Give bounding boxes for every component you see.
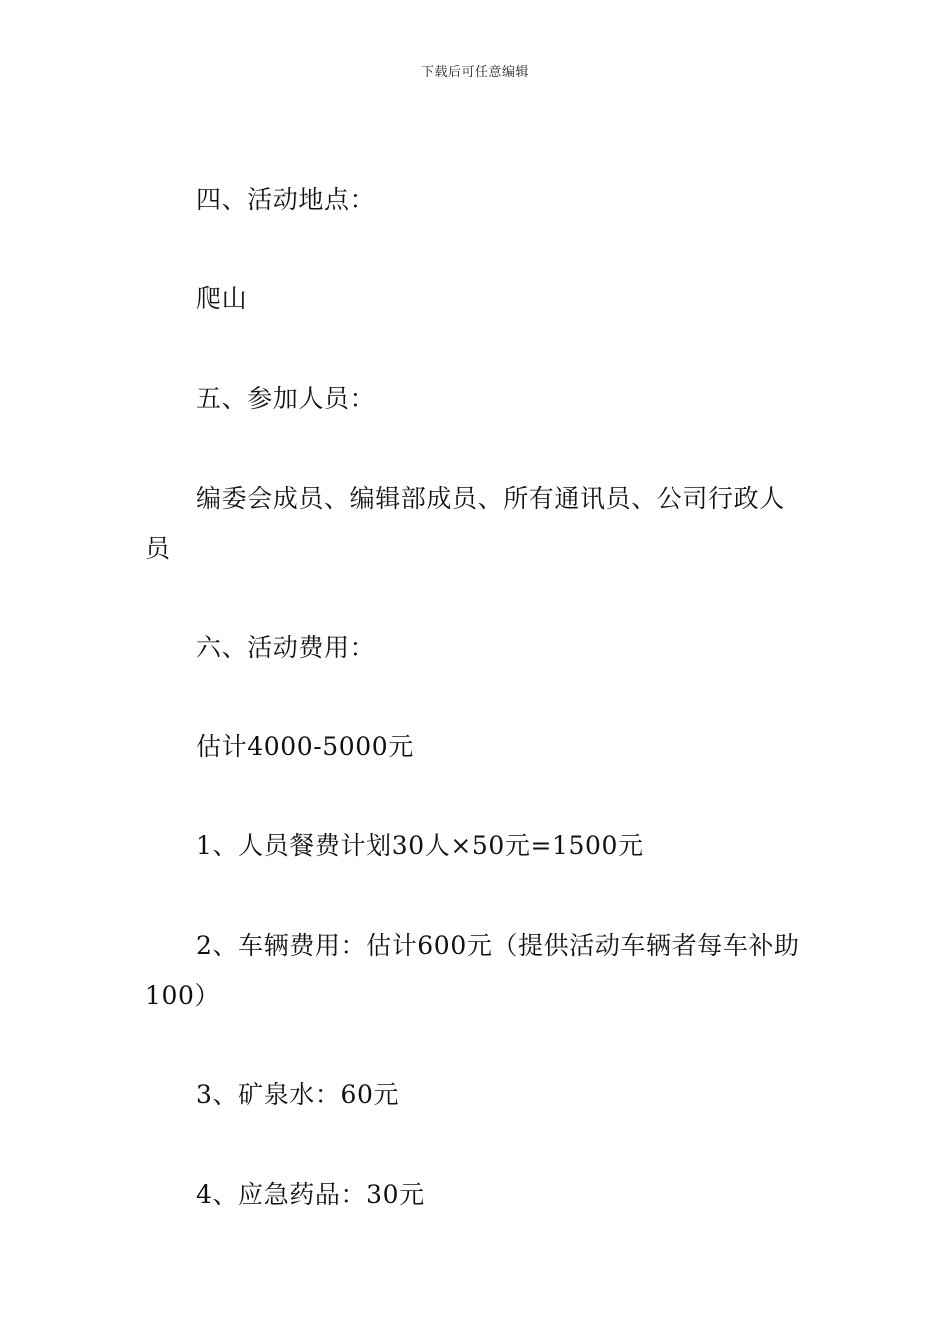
cost-estimate-text: 估计4000-5000元 bbox=[196, 732, 414, 761]
cost-item-vehicles: 2、车辆费用：估计600元（提供活动车辆者每车补助100） bbox=[145, 931, 800, 1010]
participants-text: 编委会成员、编辑部成员、所有通讯员、公司行政人员 bbox=[145, 484, 785, 563]
section-heading-venue: 四、活动地点： bbox=[196, 185, 376, 214]
cost-item-medicine: 4、应急药品：30元 bbox=[196, 1180, 425, 1209]
cost-item-water: 3、矿泉水：60元 bbox=[196, 1080, 400, 1109]
page-header-note: 下载后可任意编辑 bbox=[420, 65, 529, 80]
cost-item-meals: 1、人员餐费计划30人×50元=1500元 bbox=[196, 831, 644, 860]
section-heading-cost: 六、活动费用： bbox=[196, 633, 376, 662]
venue-text: 爬山 bbox=[196, 284, 248, 313]
section-heading-participants: 五、参加人员： bbox=[196, 384, 376, 413]
